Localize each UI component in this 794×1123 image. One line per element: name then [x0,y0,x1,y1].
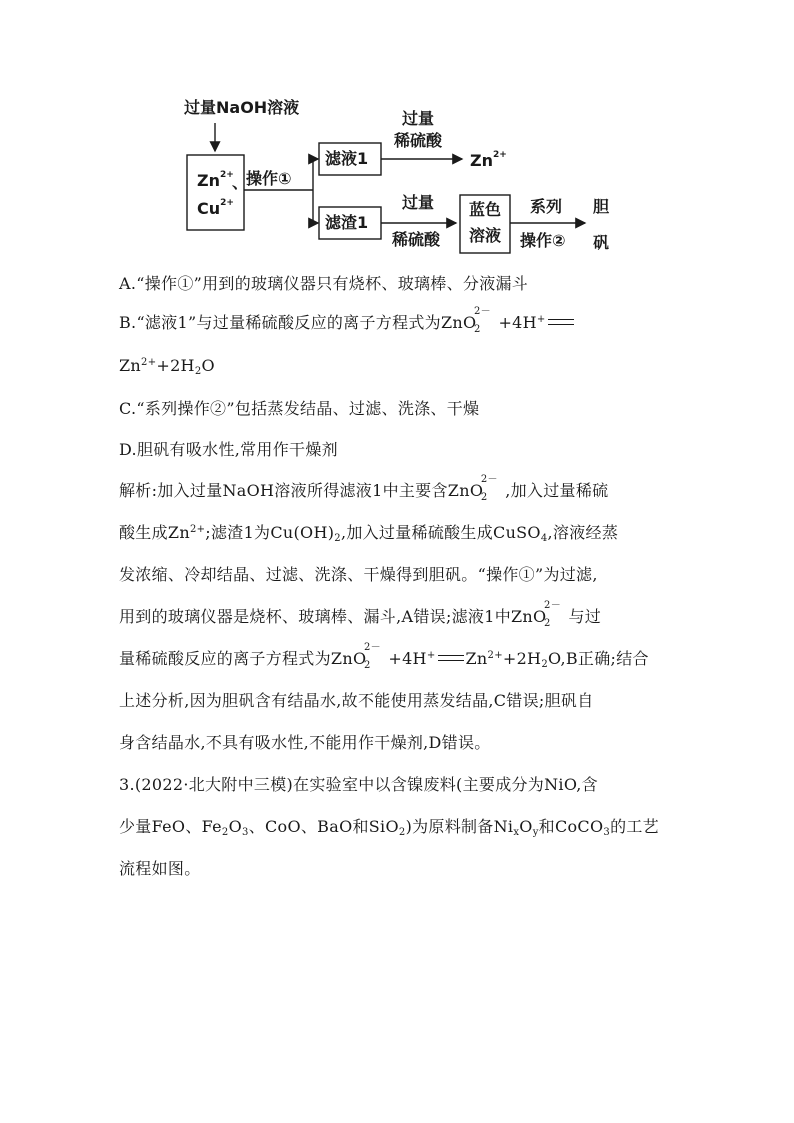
alum-line1: 胆 [593,197,610,216]
analysis-line-7: 身含结晶水,不具有吸水性,不能用作干燥剂,D错误。 [119,733,491,752]
option-d: D.胆矾有吸水性,常用作干燥剂 [119,440,338,459]
process-flow-diagram [170,95,630,270]
source-ion-cu: $Cu^{2+}$ [197,198,234,218]
op1-label: 操作① [246,169,292,188]
op2-line1: 系列 [530,197,563,216]
option-c: C.“系列操作②”包括蒸发结晶、过滤、洗涤、干燥 [119,399,480,418]
analysis-line-3: 发浓缩、冷却结晶、过滤、洗涤、干燥得到胆矾。“操作①”为过滤, [119,565,598,584]
analysis-line-4: 用到的玻璃仪器是烧杯、玻璃棒、漏斗,A错误;滤液1中ZnO 2－ 2 与过 [119,600,602,629]
equation-equals [548,319,574,325]
filtrate-label: 滤液1 [325,149,369,168]
acid2-line2: 稀硫酸 [392,230,441,249]
op2-line2: 操作② [520,231,566,250]
option-b-line2: $Zn^{2+}+2H_2O$ [119,356,215,377]
alum-line2: 矾 [593,233,610,252]
blue-box-line2: 溶液 [469,226,502,245]
acid1-line1: 过量 [402,109,435,128]
zno2-ion: O 2－ 2 [352,642,381,671]
question3-line-3: 流程如图。 [119,859,201,878]
analysis-line-5: 量稀硫酸反应的离子方程式为ZnO 2－ 2 +4H+ $Zn^{2+}+2H_2O,B$正确;结合 [119,642,649,671]
naoh-label: 过量NaOH溶液 [184,98,300,117]
option-a: A.“操作①”用到的玻璃仪器只有烧杯、玻璃棒、分液漏斗 [119,274,529,293]
acid1-line2: 稀硫酸 [394,131,443,150]
source-ion-separator: 、 [232,173,249,192]
product-zn: $Zn^{2+}$ [470,150,507,170]
analysis-line-6: 上述分析,因为胆矾含有结晶水,故不能使用蒸发结晶,C错误;胆矾自 [119,691,594,710]
question3-line-2: 少量FeO、$Fe_2O_3$、CoO、BaO和SiO$_2$)为原料制备$Ni_xO_y$和CoCO$_3$的工艺 [119,817,659,838]
source-box [187,155,244,230]
acid2-line1: 过量 [402,193,435,212]
analysis-line-1: 解析:加入过量NaOH溶液所得滤液1中主要含ZnO 2－ 2 ,加入过量稀硫 [119,474,609,503]
zno2-ion: O 2－ 2 [469,474,498,503]
question3-line-1: 3.(2022·北大附中三模)在实验室中以含镍废料(主要成分为NiO,含 [119,775,598,794]
blue-box-line1: 蓝色 [469,200,502,219]
analysis-line-2: 酸生成$Zn^{2+}$;滤渣1为$Cu(OH)_2$,加入过量稀硫酸生成CuSO$_4$,溶液经蒸 [119,523,619,544]
option-b: B.“滤液1”与过量稀硫酸反应的离子方程式为ZnO 2－ 2 +4H+ [119,315,576,331]
zno2-ion: O 2－ 2 [463,306,491,335]
source-ion-zn: $Zn^{2+}$ [197,170,234,190]
zno2-ion: O 2－ 2 [533,600,562,629]
equation-equals [438,655,464,661]
residue-label: 滤渣1 [325,213,369,232]
